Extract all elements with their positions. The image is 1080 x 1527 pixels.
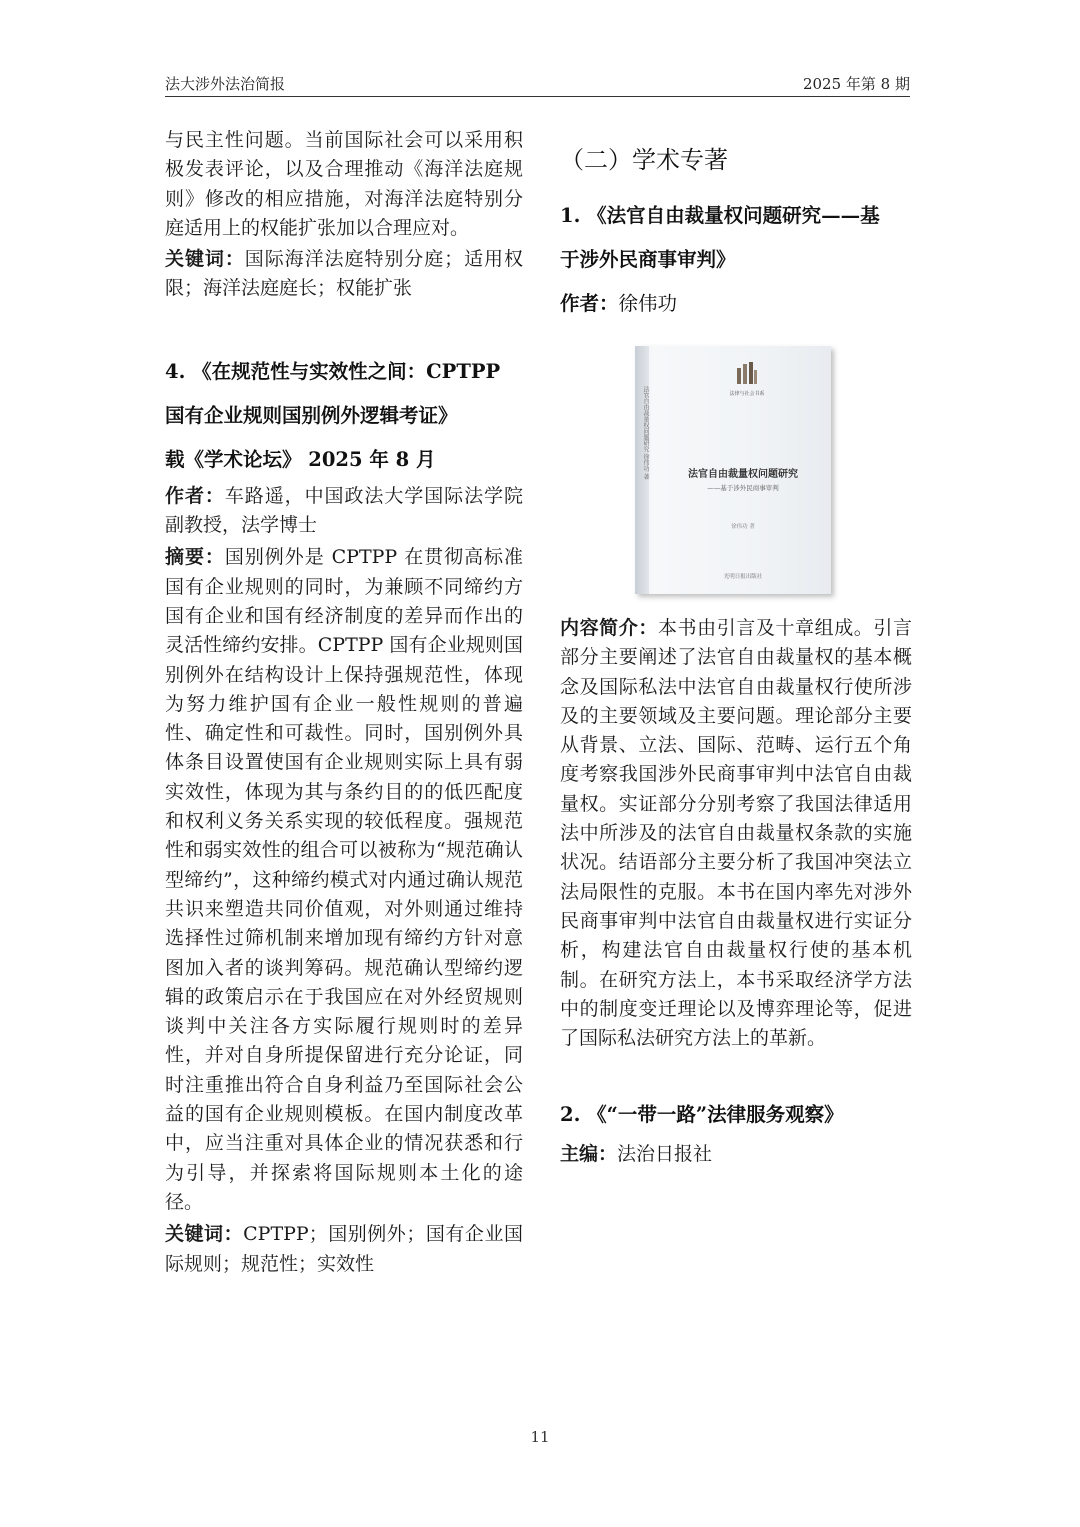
book1-author-label: 作者： [560,292,619,315]
book-spine [635,346,649,594]
book1-summary-text: 本书由引言及十章组成。引言部分主要阐述了法官自由裁量权的基本概念及国际私法中法官自由裁量权行使所涉及的主要领域及主要问题。理论部分主要从背景、立法、国际、范畴、运行五个角度考察我国涉外民商事审判中法官自由裁量权。实证部分分别考察了我国法律适用法中所涉及的法官自由裁量权条款的实施状况。结语部分主要分析了我国冲突法立法局限性的克服。本书在国内率先对涉外民商事审判中法官自由裁量权进行实证分析，构建法官自由裁量权行使的基本机制。在研究方法上，本书采取经济学方法中的制度变迁理论以及博弈理论等，促进了国际私法研究方法上的革新。 [560,617,912,1050]
book2-editor-label: 主编： [560,1143,618,1166]
keywords-text-1: 国际海洋法庭特别分庭；适用权限；海洋法庭庭长；权能扩张 [165,248,523,300]
article4-keywords [165,1220,523,1279]
article4-author-text: 车路遥，中国政法大学国际法学院副教授，法学博士 [165,484,523,537]
article4-abstract-text: 国别例外是 CPTPP 在贯彻高标准国有企业规则的同时，为兼顾不同缔约方国有企业和国有经济制度的差异而作出的灵活性缔约安排。CPTPP 国有企业规则国别例外在结构设计上保持强规范性，体现为努力维护国有企业一般性规则的普遍性、确定性和可裁性。同时，国别例外具体条目设置使国有企业规则实际上具有弱实效性，体现为其与条约目的的低匹配度和权利义务关系实现的较低程度。强规范性和弱实效性的组合可以被称为“规范确认型缔约”，这种缔约模式对内通过确认规范共识来塑造共同价值观，对外则通过维持选择性过筛机制来增加现有缔约方针对意图加入者的谈判筹码。规范确认型缔约逻辑的政策启示在于我国应在对外经贸规则谈判中关注各方实际履行规则时的差异性，并对自身所提保留进行充分论证，同时注重推出符合自身利益乃至国际社会公益的国有企业规则模板。在国内制度改革中，应当注重对具体企业的情况获悉和行为引导，并探索将国际规则本土化的途径。 [165,546,523,1213]
book1-title-line1: 1. 《法官自由裁量权问题研究——基 [560,204,880,227]
article4-author-label: 作者： [165,484,225,507]
book-series-label: 法律与社会书系 [729,391,765,397]
article4-source: 载《学术论坛》 2025 年 8 月 [165,447,436,471]
right-column [560,140,912,1171]
left-column [165,126,523,1279]
book2-editor [560,1137,912,1171]
book1-summary [560,614,912,1053]
keywords-label-1: 关键词： [165,248,245,271]
page-header [165,74,910,97]
article4-title-line2: 国有企业规则国别例外逻辑考证》 [165,403,458,427]
book-spine-text: 法官自由裁量权问题研究 徐伟功 著 [642,386,649,480]
book-cover [635,346,835,598]
header-publication: 法大涉外法治简报 [165,75,286,93]
book1-summary-label: 内容简介： [560,617,658,639]
article4-keywords-text: CPTPP；国别例外；国有企业国际规则；规范性；实效性 [165,1223,523,1275]
header-issue: 2025 年第 8 期 [802,75,910,93]
article4-abstract [165,543,523,1217]
book2-title: 2. 《“一带一路”法律服务观察》 [560,1103,844,1127]
book1-author-text: 徐伟功 [618,292,678,315]
book2-editor-text: 法治日报社 [617,1143,713,1166]
page-number: 11 [530,1428,550,1446]
article4-abstract-label: 摘要： [165,546,225,569]
book1-title-line2: 于涉外民商事审判》 [560,248,736,271]
article4-author [165,482,523,541]
continued-abstract: 与民主性问题。当前国际社会可以采用积极发表评论，以及合理推动《海洋法庭规则》修改的相应措施，对海洋法庭特别分庭适用上的权能扩张加以合理应对。 [165,129,523,239]
article4-keywords-label: 关键词： [165,1223,244,1246]
article4-title-line1: 4. 《在规范性与实效性之间：CPTPP [165,359,501,383]
book-cover-author: 徐伟功 著 [731,524,755,530]
publisher-logo-icon [735,362,759,384]
section-heading: （二）学术专著 [560,146,728,174]
book-cover-title: 法官自由裁量权问题研究 [688,469,798,480]
book-cover-face [635,346,831,594]
book-cover-publisher: 光明日报出版社 [723,574,763,580]
keywords-paragraph-1 [165,245,523,304]
book-cover-subtitle: ——基于涉外民商事审判 [707,484,779,492]
book1-author [560,282,912,326]
